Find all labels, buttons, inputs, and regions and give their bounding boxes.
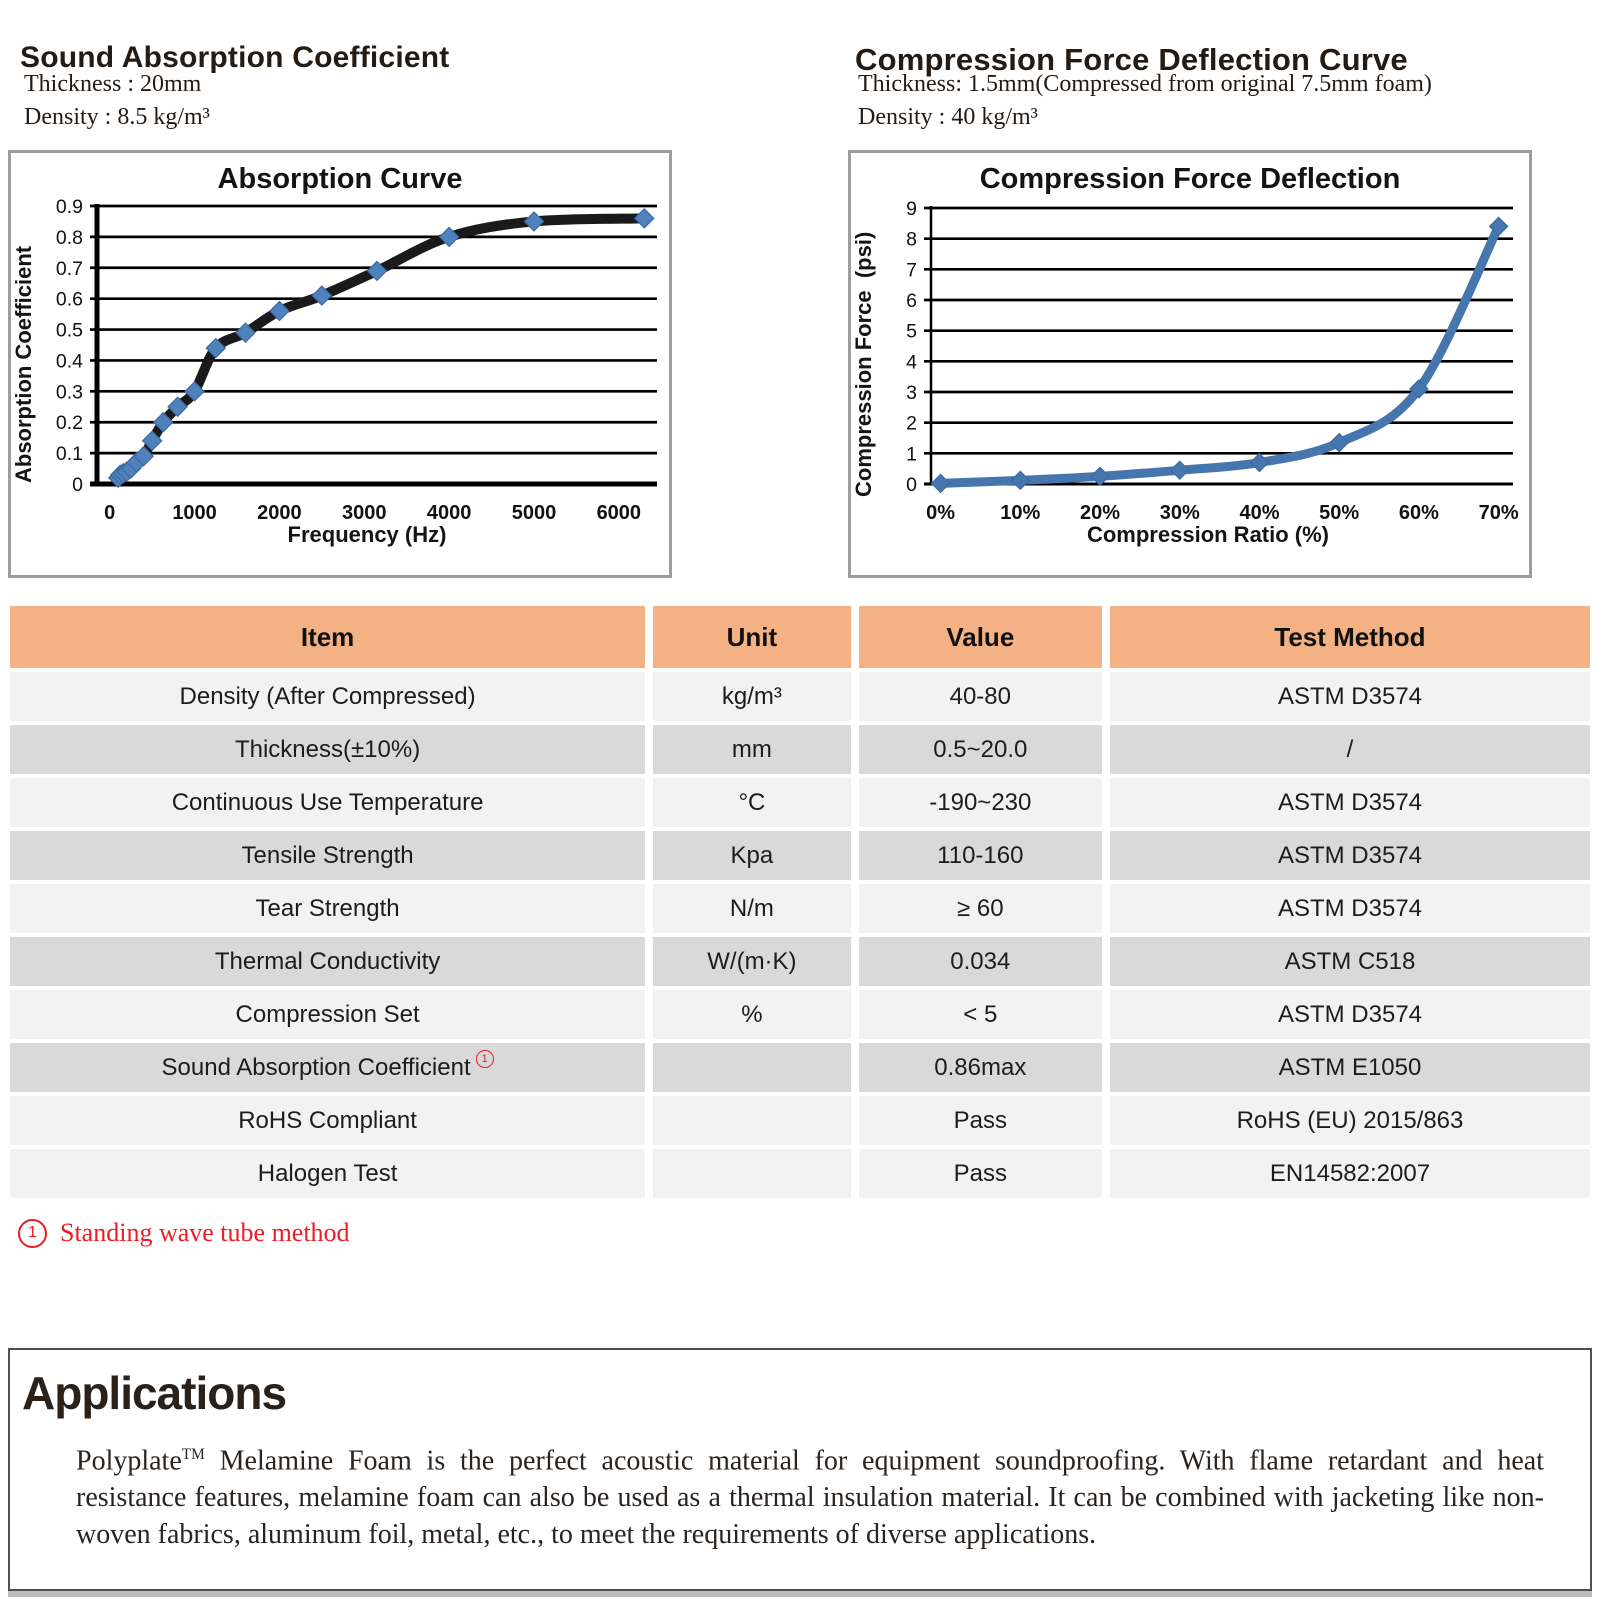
trademark-superscript: TM (181, 1446, 205, 1463)
table-header-test-method: Test Method (1110, 606, 1590, 668)
table-cell-value: 110-160 (859, 831, 1102, 880)
svg-text:0.4: 0.4 (55, 350, 83, 373)
absorption-chart-box (8, 150, 672, 578)
svg-text:10%: 10% (1000, 502, 1041, 524)
svg-text:4000: 4000 (426, 502, 472, 524)
item-label: Tear Strength (255, 894, 400, 922)
svg-text:0.2: 0.2 (55, 412, 83, 435)
svg-text:70%: 70% (1478, 502, 1519, 524)
item-label: RoHS Compliant (238, 1106, 417, 1134)
circled-note-marker: 1 (476, 1050, 494, 1068)
sound-absorption-heading: Sound Absorption Coefficient (20, 40, 450, 74)
svg-text:1000: 1000 (172, 502, 217, 524)
table-cell-unit: kg/m³ (653, 672, 851, 721)
table-cell-item (10, 778, 645, 827)
svg-text:5000: 5000 (511, 502, 557, 524)
table-cell-method: / (1110, 725, 1590, 774)
absorption-chart-x-axis-label: Frequency (Hz) (287, 522, 447, 547)
svg-text:0.3: 0.3 (55, 381, 83, 404)
table-cell-item (10, 1149, 645, 1198)
svg-text:7: 7 (906, 259, 917, 282)
table-cell-method: ASTM D3574 (1110, 884, 1590, 933)
table-cell-value: Pass (859, 1149, 1102, 1198)
svg-text:4: 4 (906, 351, 917, 374)
svg-text:8: 8 (906, 228, 917, 251)
svg-text:5: 5 (906, 320, 917, 343)
absorption-chart-plot-svg (45, 198, 669, 530)
table-cell-method: ASTM D3574 (1110, 990, 1590, 1039)
spec-table (10, 606, 1590, 1198)
table-cell-item (10, 884, 645, 933)
svg-text:1: 1 (906, 443, 917, 466)
spec-line-thickness: Thickness: 1.5mm(Compressed from original 7.5mm foam) (858, 71, 1432, 97)
table-cell-unit (653, 1149, 851, 1198)
compression-chart-plot-svg (885, 198, 1529, 530)
table-cell-unit (653, 1096, 851, 1145)
table-cell-method: ASTM C518 (1110, 937, 1590, 986)
table-cell-method: ASTM D3574 (1110, 778, 1590, 827)
table-cell-value: -190~230 (859, 778, 1102, 827)
table-header-value: Value (859, 606, 1102, 668)
compression-chart-box (848, 150, 1532, 578)
table-cell-method: EN14582:2007 (1110, 1149, 1590, 1198)
table-cell-unit: °C (653, 778, 851, 827)
table-cell-unit: % (653, 990, 851, 1039)
left-spec-lines (24, 68, 210, 134)
compression-chart-plot (885, 198, 1529, 530)
table-cell-unit: Kpa (653, 831, 851, 880)
brand-name: Polyplate (76, 1445, 182, 1477)
table-cell-value: 0.5~20.0 (859, 725, 1102, 774)
table-cell-item (10, 1043, 645, 1092)
svg-text:0.6: 0.6 (55, 288, 83, 311)
footnote-text: Standing wave tube method (60, 1218, 350, 1247)
table-cell-item (10, 672, 645, 721)
table-cell-method: ASTM D3574 (1110, 831, 1590, 880)
svg-text:3000: 3000 (342, 502, 387, 524)
right-spec-lines (858, 68, 1432, 134)
table-cell-item (10, 831, 645, 880)
item-label: Halogen Test (257, 1159, 398, 1187)
circled-one-marker: 1 (18, 1219, 47, 1248)
svg-text:0.7: 0.7 (55, 257, 83, 280)
compression-force-heading: Compression Force Deflection Curve (855, 41, 1408, 77)
item-label: Sound Absorption Coefficient (161, 1053, 471, 1081)
spec-line-density: Density : 40 kg/m³ (858, 104, 1038, 130)
absorption-chart-y-axis-label: Absorption Coefficient (11, 245, 36, 483)
table-cell-value: < 5 (859, 990, 1102, 1039)
svg-text:2: 2 (906, 412, 917, 435)
svg-text:50%: 50% (1319, 502, 1360, 524)
svg-text:6000: 6000 (596, 502, 642, 524)
table-cell-unit: mm (653, 725, 851, 774)
item-label: Continuous Use Temperature (171, 788, 484, 816)
table-cell-item (10, 990, 645, 1039)
applications-paragraph (76, 1436, 1544, 1553)
item-label: Thermal Conductivity (214, 947, 441, 975)
applications-box (8, 1348, 1592, 1591)
item-label: Density (After Compressed) (179, 682, 476, 710)
svg-text:0: 0 (906, 474, 917, 496)
table-cell-item (10, 937, 645, 986)
svg-text:9: 9 (906, 198, 917, 220)
absorption-chart-title: Absorption Curve (217, 163, 463, 195)
table-cell-unit: W/(m·K) (653, 937, 851, 986)
compression-chart-x-axis-label: Compression Ratio (%) (1086, 522, 1330, 547)
table-cell-method: RoHS (EU) 2015/863 (1110, 1096, 1590, 1145)
table-cell-unit: N/m (653, 884, 851, 933)
spec-line-thickness: Thickness : 20mm (24, 71, 202, 97)
table-cell-value: 0.86max (859, 1043, 1102, 1092)
table-header-unit: Unit (653, 606, 851, 668)
table-cell-value: ≥ 60 (859, 884, 1102, 933)
item-label: Thickness(±10%) (234, 735, 421, 763)
table-cell-method: ASTM D3574 (1110, 672, 1590, 721)
svg-text:40%: 40% (1239, 502, 1280, 524)
svg-text:0.8: 0.8 (55, 226, 83, 249)
svg-text:6: 6 (906, 290, 917, 312)
item-label: Compression Set (235, 1000, 420, 1028)
svg-text:20%: 20% (1080, 502, 1121, 524)
table-cell-item (10, 725, 645, 774)
footnote (18, 1218, 350, 1248)
svg-text:30%: 30% (1159, 502, 1200, 524)
compression-chart-y-axis-label: Compression Force (psi) (851, 231, 876, 497)
table-cell-value: 0.034 (859, 937, 1102, 986)
svg-text:0%: 0% (926, 502, 956, 524)
svg-text:0: 0 (72, 474, 83, 496)
absorption-chart-plot (45, 198, 669, 530)
svg-text:0.9: 0.9 (55, 198, 83, 218)
table-cell-value: 40-80 (859, 672, 1102, 721)
applications-body-text: Melamine Foam is the perfect acoustic material for equipment soundproofing. With flame retardant and heat resistance features, melamine foam can also be used as a thermal insulation material. It can be combined with jacketing like non-woven fabrics, aluminum foil, metal, etc., to meet the requirements of diverse applications. (76, 1445, 1544, 1551)
svg-text:2000: 2000 (257, 502, 302, 524)
table-cell-method: ASTM E1050 (1110, 1043, 1590, 1092)
item-label: Tensile Strength (241, 841, 414, 869)
svg-text:0.5: 0.5 (55, 319, 83, 342)
compression-chart-title: Compression Force Deflection (979, 163, 1401, 195)
svg-text:0: 0 (104, 502, 116, 524)
applications-heading: Applications (22, 1367, 287, 1419)
spec-line-density: Density : 8.5 kg/m³ (24, 104, 210, 130)
table-cell-item (10, 1096, 645, 1145)
table-cell-unit (653, 1043, 851, 1092)
table-cell-value: Pass (859, 1096, 1102, 1145)
svg-text:3: 3 (906, 382, 917, 404)
table-header-item: Item (10, 606, 645, 668)
svg-text:0.1: 0.1 (55, 443, 83, 466)
svg-text:60%: 60% (1398, 502, 1439, 524)
